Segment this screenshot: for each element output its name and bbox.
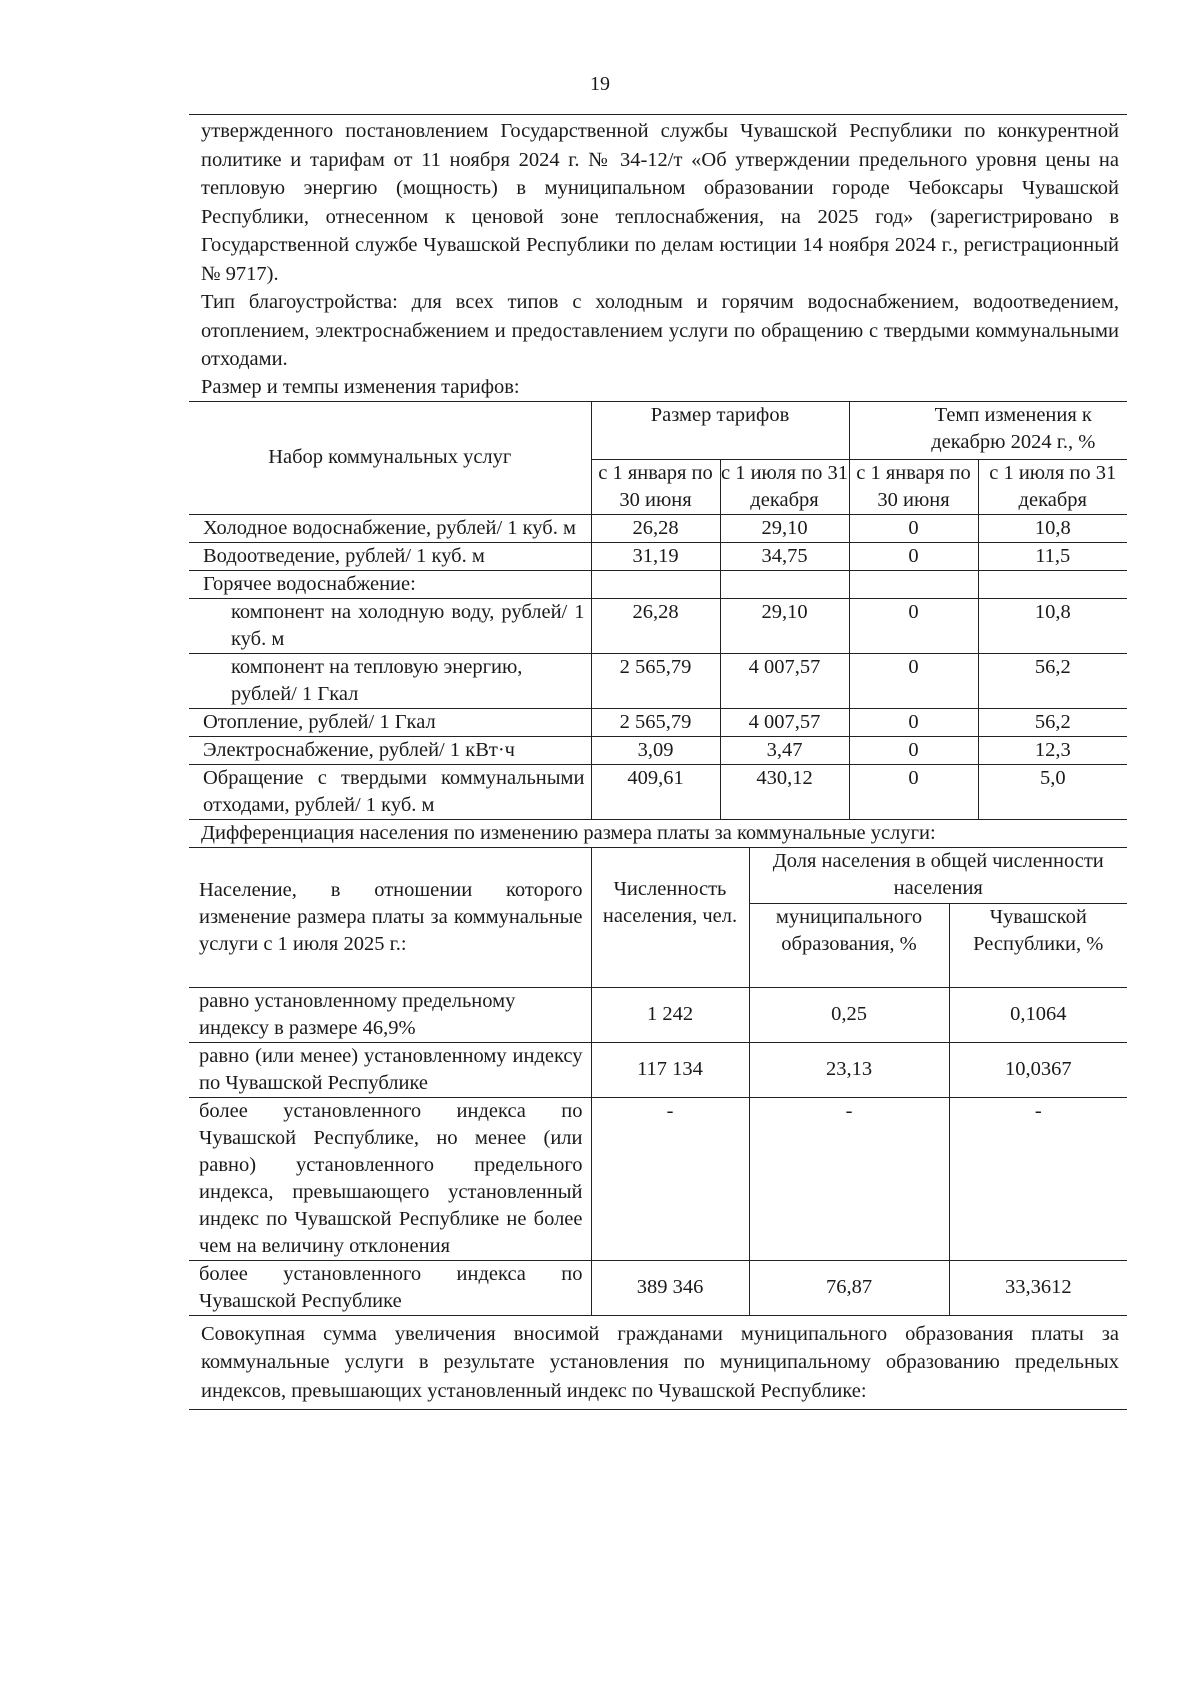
population-caption: Дифференциация населения по изменению размера платы за коммунальные услуги: <box>201 821 936 844</box>
population-share-republic: 0,1064 <box>949 987 1127 1042</box>
tariffs-header-rate-period2: с 1 июля по 31 декабря <box>978 459 1127 514</box>
population-header-share: Доля населения в общей численности населения <box>749 847 1127 903</box>
tariff-value-period1: 409,61 <box>591 764 720 819</box>
population-header-group: Население, в отношении которого изменение размера платы за коммунальные услуги с 1 июля 2025 г.: <box>189 847 591 987</box>
tariff-rate-period1: 0 <box>849 598 978 653</box>
tariff-service: Холодное водоснабжение, рублей/ 1 куб. м <box>189 514 591 542</box>
population-group: равно (или менее) установленному индексу по Чувашской Республике <box>189 1042 591 1097</box>
population-count: 389 346 <box>591 1260 749 1315</box>
population-row <box>189 987 1127 1042</box>
tariff-value-period1: 26,28 <box>591 514 720 542</box>
tariff-row <box>189 764 1127 819</box>
tariff-rate-period2: 10,8 <box>978 514 1127 542</box>
tariff-value-period2: 34,75 <box>720 542 849 570</box>
document-frame <box>189 114 1127 1410</box>
tariff-row <box>189 542 1127 570</box>
tariffs-header-size-period2: с 1 июля по 31 декабря <box>720 459 849 514</box>
tariffs-header-rate-period1: с 1 января по 30 июня <box>849 459 978 514</box>
tariff-service: компонент на тепловую энергию, рублей/ 1 Гкал <box>189 653 591 708</box>
tariff-value-period1: 2 565,79 <box>591 708 720 736</box>
tariff-value-period1: 3,09 <box>591 736 720 764</box>
summary-paragraph: Совокупная сумма увеличения вносимой гражданами муниципального образования платы за коммунальные услуги в результате установления по муниципальному образованию предельных индексов, превышающих установленный индекс по Чувашской Республике: <box>201 1322 1119 1402</box>
tariff-rate-period2 <box>978 570 1127 598</box>
tariff-rate-period2: 5,0 <box>978 764 1127 819</box>
tariffs-table <box>189 401 1127 820</box>
tariff-service: Отопление, рублей/ 1 Гкал <box>189 708 591 736</box>
tariffs-header-size-period1: с 1 января по 30 июня <box>591 459 720 514</box>
population-count: 117 134 <box>591 1042 749 1097</box>
tariff-value-period2: 29,10 <box>720 598 849 653</box>
tariff-rate-period1: 0 <box>849 708 978 736</box>
tariff-value-period2: 4 007,57 <box>720 708 849 736</box>
tariff-value-period2: 430,12 <box>720 764 849 819</box>
tariff-value-period1: 26,28 <box>591 598 720 653</box>
population-table <box>189 847 1127 1316</box>
population-header-republic: Чувашской Республики, % <box>949 903 1127 987</box>
tariff-value-period2: 3,47 <box>720 736 849 764</box>
tariff-row <box>189 653 1127 708</box>
tariff-service: Водоотведение, рублей/ 1 куб. м <box>189 542 591 570</box>
page-number: 19 <box>590 73 610 95</box>
tariffs-header-services: Набор коммунальных услуг <box>189 401 591 514</box>
tariff-rate-period1: 0 <box>849 653 978 708</box>
tariffs-caption: Размер и темпы изменения тарифов: <box>201 375 520 398</box>
population-group: более установленного индекса по Чувашской Республике <box>189 1260 591 1315</box>
tariff-rate-period1: 0 <box>849 736 978 764</box>
tariff-rate-period2: 12,3 <box>978 736 1127 764</box>
population-share-municipal: - <box>749 1097 949 1260</box>
intro-paragraph-1: утвержденного постановлением Государственной службы Чувашской Республики по конкурентной политике и тарифам от 11 ноября 2024 г. № 34-12/т «Об утверждении предельного уровня цены на тепловую энергию (мощность) в муниципальном образовании городе Чебоксары Чувашской Республики, отнесенном к ценовой зоне теплоснабжения, на 2025 год» (зарегистрировано в Государственной службе Чувашской Республики по делам юстиции 14 ноября 2024 г., регистрационный № 9717). <box>201 120 1119 285</box>
population-row <box>189 1260 1127 1315</box>
population-row <box>189 1097 1127 1260</box>
population-header-count: Численность населения, чел. <box>591 847 749 987</box>
tariff-rate-period2: 56,2 <box>978 708 1127 736</box>
population-count: - <box>591 1097 749 1260</box>
population-share-republic: - <box>949 1097 1127 1260</box>
tariff-service: Электроснабжение, рублей/ 1 кВт·ч <box>189 736 591 764</box>
tariff-row <box>189 736 1127 764</box>
tariff-row <box>189 514 1127 542</box>
tariff-service: Горячее водоснабжение: <box>189 570 591 598</box>
tariff-rate-period1: 0 <box>849 514 978 542</box>
tariffs-header-size: Размер тарифов <box>591 401 849 459</box>
tariff-value-period1: 31,19 <box>591 542 720 570</box>
intro-paragraph-2: Тип благоустройства: для всех типов с холодным и горячим водоснабжением, водоотведением, отоплением, электроснабжением и предоставлением услуги по обращению с твердыми коммунальными отходами. <box>201 291 1119 370</box>
tariff-service: компонент на холодную воду, рублей/ 1 куб. м <box>189 598 591 653</box>
tariffs-header-rate: Темп изменения к декабрю 2024 г., % <box>849 401 1127 459</box>
population-share-republic: 33,3612 <box>949 1260 1127 1315</box>
tariff-value-period1: 2 565,79 <box>591 653 720 708</box>
population-share-republic: 10,0367 <box>949 1042 1127 1097</box>
tariff-value-period1 <box>591 570 720 598</box>
tariff-value-period2: 29,10 <box>720 514 849 542</box>
tariff-rate-period1: 0 <box>849 764 978 819</box>
tariff-rate-period1 <box>849 570 978 598</box>
tariff-rate-period2: 56,2 <box>978 653 1127 708</box>
population-group: равно установленному предельному индексу в размере 46,9% <box>189 987 591 1042</box>
population-share-municipal: 76,87 <box>749 1260 949 1315</box>
tariff-row <box>189 570 1127 598</box>
tariff-row <box>189 708 1127 736</box>
population-share-municipal: 0,25 <box>749 987 949 1042</box>
tariff-row <box>189 598 1127 653</box>
tariff-rate-period2: 11,5 <box>978 542 1127 570</box>
tariff-rate-period1: 0 <box>849 542 978 570</box>
tariff-value-period2: 4 007,57 <box>720 653 849 708</box>
population-share-municipal: 23,13 <box>749 1042 949 1097</box>
population-row <box>189 1042 1127 1097</box>
population-header-municipal: муниципального образования, % <box>749 903 949 987</box>
tariff-service: Обращение с твердыми коммунальными отходами, рублей/ 1 куб. м <box>189 764 591 819</box>
tariff-value-period2 <box>720 570 849 598</box>
population-count: 1 242 <box>591 987 749 1042</box>
tariff-rate-period2: 10,8 <box>978 598 1127 653</box>
population-group: более установленного индекса по Чувашской Республике, но менее (или равно) установленного предельного индекса, превышающего установленный индекс по Чувашской Республике не более чем на величину отклонения <box>189 1097 591 1260</box>
